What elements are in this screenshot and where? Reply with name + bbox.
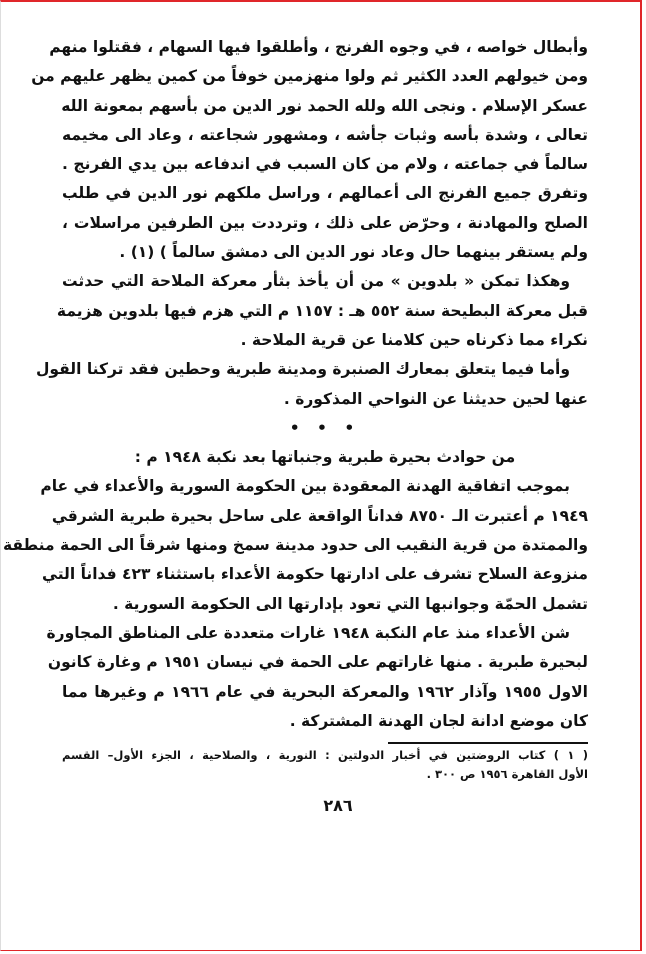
footnote xyxy=(62,746,588,784)
paragraph-3 xyxy=(35,355,588,414)
text-line: منزوعة السلاح تشرف على ادارتها حكومة الأعداء باستثناء ٤٢٣ فداناً التي xyxy=(42,565,588,584)
paragraph-1 xyxy=(31,33,588,267)
section-separator: • • • xyxy=(289,418,361,437)
text-line: الصلح والمهادنة ، وحرّض على ذلك ، وترددت بين الطرفين مراسلات ، xyxy=(62,213,588,232)
text-line: وتفرق جميع الفرنج الى أعمالهم ، وراسل ملكهم نور الدين في طلب xyxy=(62,184,588,203)
text-line: الاول ١٩٥٥ وآذار ١٩٦٢ والمعركة البحرية في عام ١٩٦٦ م وغيرها مما xyxy=(62,682,588,701)
text-line: شن الأعداء منذ عام النكبة ١٩٤٨ غارات متعددة على المناطق المجاورة xyxy=(46,623,570,642)
footnote-rule xyxy=(388,742,588,744)
footnote-line: ( ١ ) كتاب الروضتين في أخبار الدولتين : النورية ، والصلاحية ، الجزء الأول– القسم xyxy=(62,748,589,763)
footnote-line: الأول القاهرة ١٩٥٦ ص ٣٠٠ . xyxy=(426,767,588,782)
paragraph-5 xyxy=(46,619,588,736)
book-page xyxy=(2,33,589,816)
text-line: بموجب اتفاقية الهدنة المعقودة بين الحكومة السورية والأعداء في عام xyxy=(40,477,570,496)
text-line: ١٩٤٩ م أعتبرت الـ ٨٧٥٠ فداناً الواقعة على ساحل بحيرة طبرية الشرقي xyxy=(51,506,588,525)
page-number: ٢٨٦ xyxy=(323,796,353,816)
text-line: تشمل الحمّة وجوانبها التي تعود بإدارتها الى الحكومة السورية . xyxy=(112,594,588,613)
text-line: وأما فيما يتعلق بمعارك الصنبرة ومدينة طبرية وحطين فقد تركنا القول xyxy=(35,360,570,379)
text-line: قبل معركة البطيحة سنة ٥٥٢ هـ : ١١٥٧ م التي هزم فيها بلدوين هزيمة xyxy=(56,301,588,320)
section-heading: من حوادث بحيرة طبرية وجنباتها بعد نكبة ١٩٤٨ م : xyxy=(134,448,516,467)
text-line: سالماً في جماعته ، ولام من كان السبب في اندفاعه بين يدي الفرنج . xyxy=(62,155,588,174)
paragraph-2 xyxy=(56,267,588,355)
paragraph-4 xyxy=(2,472,588,618)
text-line: عنها لحين حديثنا عن النواحي المذكورة . xyxy=(283,389,588,408)
text-line: نكراء مما ذكرناه حين كلامنا عن قرية الملاحة . xyxy=(240,330,588,349)
text-line: كان موضع ادانة لجان الهدنة المشتركة . xyxy=(289,711,588,730)
text-line: وهكذا تمكن « بلدوين » من أن يأخذ بثأر معركة الملاحة التي حدثت xyxy=(62,272,570,291)
text-line: والممتدة من قرية النقيب الى حدود مدينة سمخ ومنها شرقاً الى الحمة منطقة xyxy=(2,536,588,555)
text-line: عسكر الإسلام . ونجى الله ولله الحمد نور الدين من بأسهم بمعونة الله xyxy=(61,96,588,115)
text-line: ومن خيولهم العدد الكثير ثم ولوا منهزمين خوفاً من كمين يظهر عليهم من xyxy=(31,67,588,86)
text-line: وأبطال خواصه ، في وجوه الفرنج ، وأطلقوا فيها السهام ، فقتلوا منهم xyxy=(49,38,588,56)
text-line: ولم يستقر بينهما حال وعاد نور الدين الى دمشق سالماً ) (١) . xyxy=(119,243,588,262)
text-line: لبحيرة طبرية . منها غاراتهم على الحمة في نيسان ١٩٥١ م وغارة كانون xyxy=(47,653,588,672)
text-line: تعالى ، وشدة بأسه وثبات جأشه ، ومشهور شجاعته ، وعاد الى مخيمه xyxy=(62,125,588,144)
